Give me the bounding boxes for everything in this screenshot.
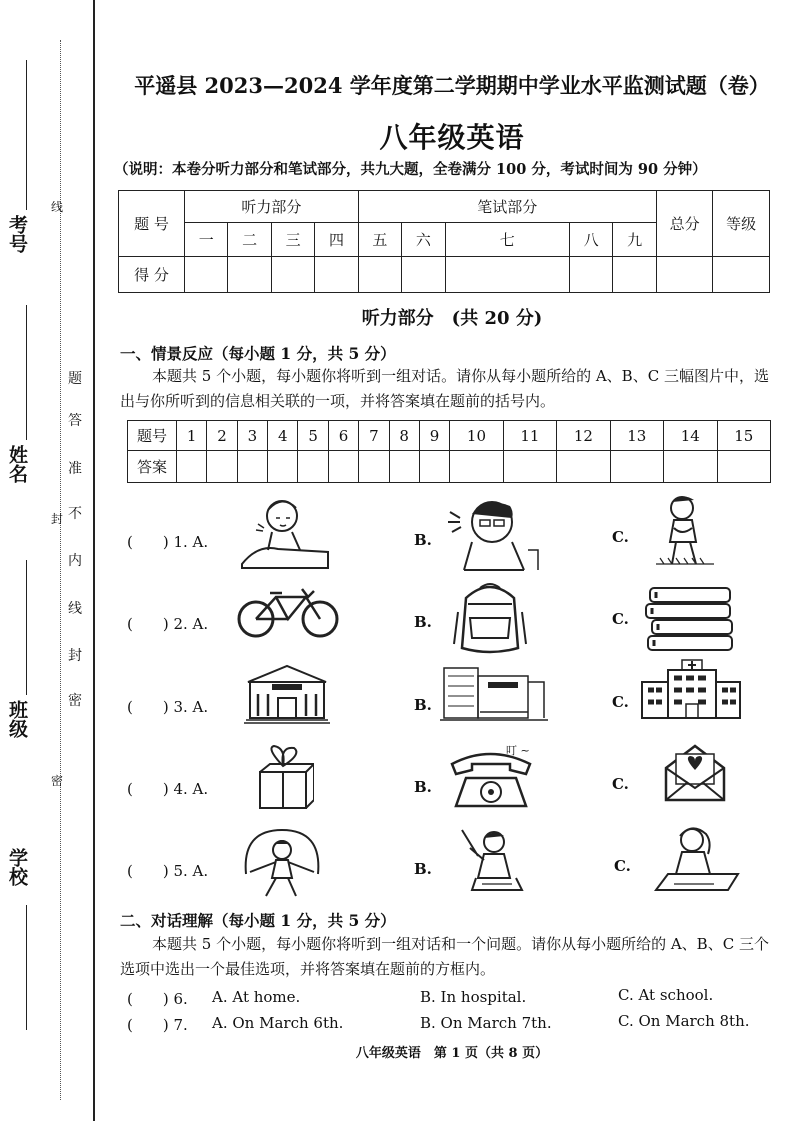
score-cell[interactable] [315,257,358,293]
seal-feng: 封 [51,512,64,526]
answer-num: 13 [610,421,663,451]
col-6: 六 [402,223,445,257]
page-footer: 八年级英语 第 1 页（共 8 页） [355,1046,549,1061]
q6-option-a: A. At home. [212,988,301,1006]
seal-word-6: 线 [68,601,82,617]
part1-heading: 一、情景反应（每小题 1 分，共 5 分） [120,344,396,363]
drawing-girl-picture [652,822,742,892]
seal-word-1: 题 [68,371,82,387]
col-7: 七 [445,223,569,257]
written-header: 笔试部分 [358,191,656,223]
books-picture [642,584,738,652]
q5-option-b: B. [414,860,432,878]
seal-mi: 密 [51,774,64,788]
answer-num: 15 [717,421,771,451]
q1-option-b: B. [414,531,432,549]
seal-word-2: 答 [68,413,82,429]
jumping-rope-picture [236,826,328,902]
school-field[interactable] [26,905,27,1030]
answer-cell[interactable] [717,451,771,483]
col-1: 一 [185,223,228,257]
exam-number-field[interactable] [26,60,27,210]
listening-section-title: 听力部分 (共 20 分) [361,308,543,329]
class-field[interactable] [26,560,27,695]
answer-cell[interactable] [328,451,358,483]
headache-picture [444,492,544,572]
answer-cell[interactable] [503,451,556,483]
answer-num: 6 [328,421,358,451]
envelope-picture [662,742,728,804]
answer-num: 7 [359,421,389,451]
score-table [118,190,770,293]
score-cell[interactable] [402,257,445,293]
col-8: 八 [569,223,612,257]
answer-num: 4 [268,421,298,451]
library-picture [440,662,548,724]
score-cell[interactable] [358,257,401,293]
seal-word-3: 准 [68,461,82,477]
col-2: 二 [228,223,271,257]
answer-a-label: 答案 [128,451,177,483]
school-label: 学校 [6,848,28,886]
q3-option-c: C. [612,693,629,711]
seal-word-4: 不 [68,506,82,522]
q4-label: ( ) 4. A. [127,780,209,798]
gift-box-picture [252,744,314,812]
seal-xian-top: 线 [51,200,64,214]
col-5: 五 [358,223,401,257]
seal-word-5: 内 [68,553,82,569]
exam-note: （说明：本卷分听力部分和笔试部分，共九大题，全卷满分 100 分，考试时间为 90 分钟） [114,161,707,178]
answer-cell[interactable] [207,451,237,483]
score-cell[interactable] [569,257,612,293]
score-cell[interactable] [228,257,271,293]
col-3: 三 [271,223,314,257]
answer-cell[interactable] [664,451,717,483]
sick-in-bed-picture [238,494,332,572]
q2-label: ( ) 2. A. [127,615,209,633]
answer-num: 12 [557,421,610,451]
answer-q-label: 题号 [128,421,177,451]
q2-option-c: C. [612,610,629,628]
score-cell[interactable] [613,257,656,293]
score-cell[interactable] [656,257,713,293]
stomachache-picture [652,492,718,568]
answer-num: 2 [207,421,237,451]
answer-table [127,420,771,483]
answer-num: 10 [450,421,503,451]
answer-cell[interactable] [237,451,267,483]
q6-label: ( ) 6. [127,990,188,1008]
subject-title: 八年级英语 [379,121,525,154]
part2-heading: 二、对话理解（每小题 1 分，共 5 分） [120,911,396,930]
q2-option-b: B. [414,613,432,631]
q6-option-b: B. In hospital. [420,988,527,1006]
q3-label: ( ) 3. A. [127,698,209,716]
q7-option-b: B. On March 7th. [420,1014,552,1032]
phone-ring-text: 叮 ~ [506,744,530,757]
score-col-label: 题 号 [119,191,185,257]
bicycle-picture [236,585,340,639]
q7-option-a: A. On March 6th. [212,1014,344,1032]
answer-cell[interactable] [419,451,449,483]
score-cell[interactable] [271,257,314,293]
class-label: 班级 [6,700,28,738]
name-field[interactable] [26,305,27,440]
answer-cell[interactable] [557,451,610,483]
q1-label: ( ) 1. A. [127,533,209,551]
q1-option-c: C. [612,528,629,546]
backpack-picture [448,578,532,656]
q4-option-c: C. [612,775,629,793]
writing-student-picture [458,826,528,894]
seal-word-8: 密 [68,693,82,709]
q4-option-b: B. [414,778,432,796]
answer-cell[interactable] [177,451,207,483]
q5-option-c: C. [614,857,631,875]
q3-option-b: B. [414,696,432,714]
grade-header: 等级 [713,191,770,257]
listening-header: 听力部分 [185,191,359,223]
score-cell[interactable] [713,257,770,293]
answer-num: 14 [664,421,717,451]
answer-num: 1 [177,421,207,451]
q7-option-c: C. On March 8th. [618,1012,750,1030]
part2-instruction: 本题共 5 个小题，每小题你将听到一组对话和一个问题。请你从每小题所给的 A、B、C 三个选项中选出一个最佳选项，并将答案填在题前的方框内。 [120,935,769,978]
col-4: 四 [315,223,358,257]
answer-cell[interactable] [359,451,389,483]
answer-num: 11 [503,421,556,451]
part1-instruction: 本题共 5 个小题，每小题你将听到一组对话。请你从每小题所给的 A、B、C 三幅图片中，选出与你所听到的信息相关联的一项，并将答案填在题前的括号内。 [120,367,769,410]
name-label: 姓名 [6,445,28,483]
exam-title: 平遥县 2023—2024 学年度第二学期期中学业水平监测试题（卷） [134,73,770,98]
col-9: 九 [613,223,656,257]
q7-label: ( ) 7. [127,1016,188,1034]
answer-num: 5 [298,421,328,451]
answer-cell[interactable] [389,451,419,483]
museum-picture [244,664,330,724]
seal-word-7: 封 [68,648,82,664]
answer-num: 9 [419,421,449,451]
answer-cell[interactable] [298,451,328,483]
exam-number-label: 考号 [6,215,28,253]
q6-option-c: C. At school. [618,986,714,1004]
answer-cell[interactable] [610,451,663,483]
answer-num: 3 [237,421,267,451]
answer-cell[interactable] [450,451,503,483]
score-cell[interactable] [445,257,569,293]
answer-cell[interactable] [268,451,298,483]
hospital-picture [638,658,744,724]
answer-num: 8 [389,421,419,451]
binding-line [93,0,95,1121]
q5-label: ( ) 5. A. [127,862,209,880]
score-row-label: 得 分 [119,257,185,293]
score-cell[interactable] [185,257,228,293]
total-header: 总分 [656,191,713,257]
